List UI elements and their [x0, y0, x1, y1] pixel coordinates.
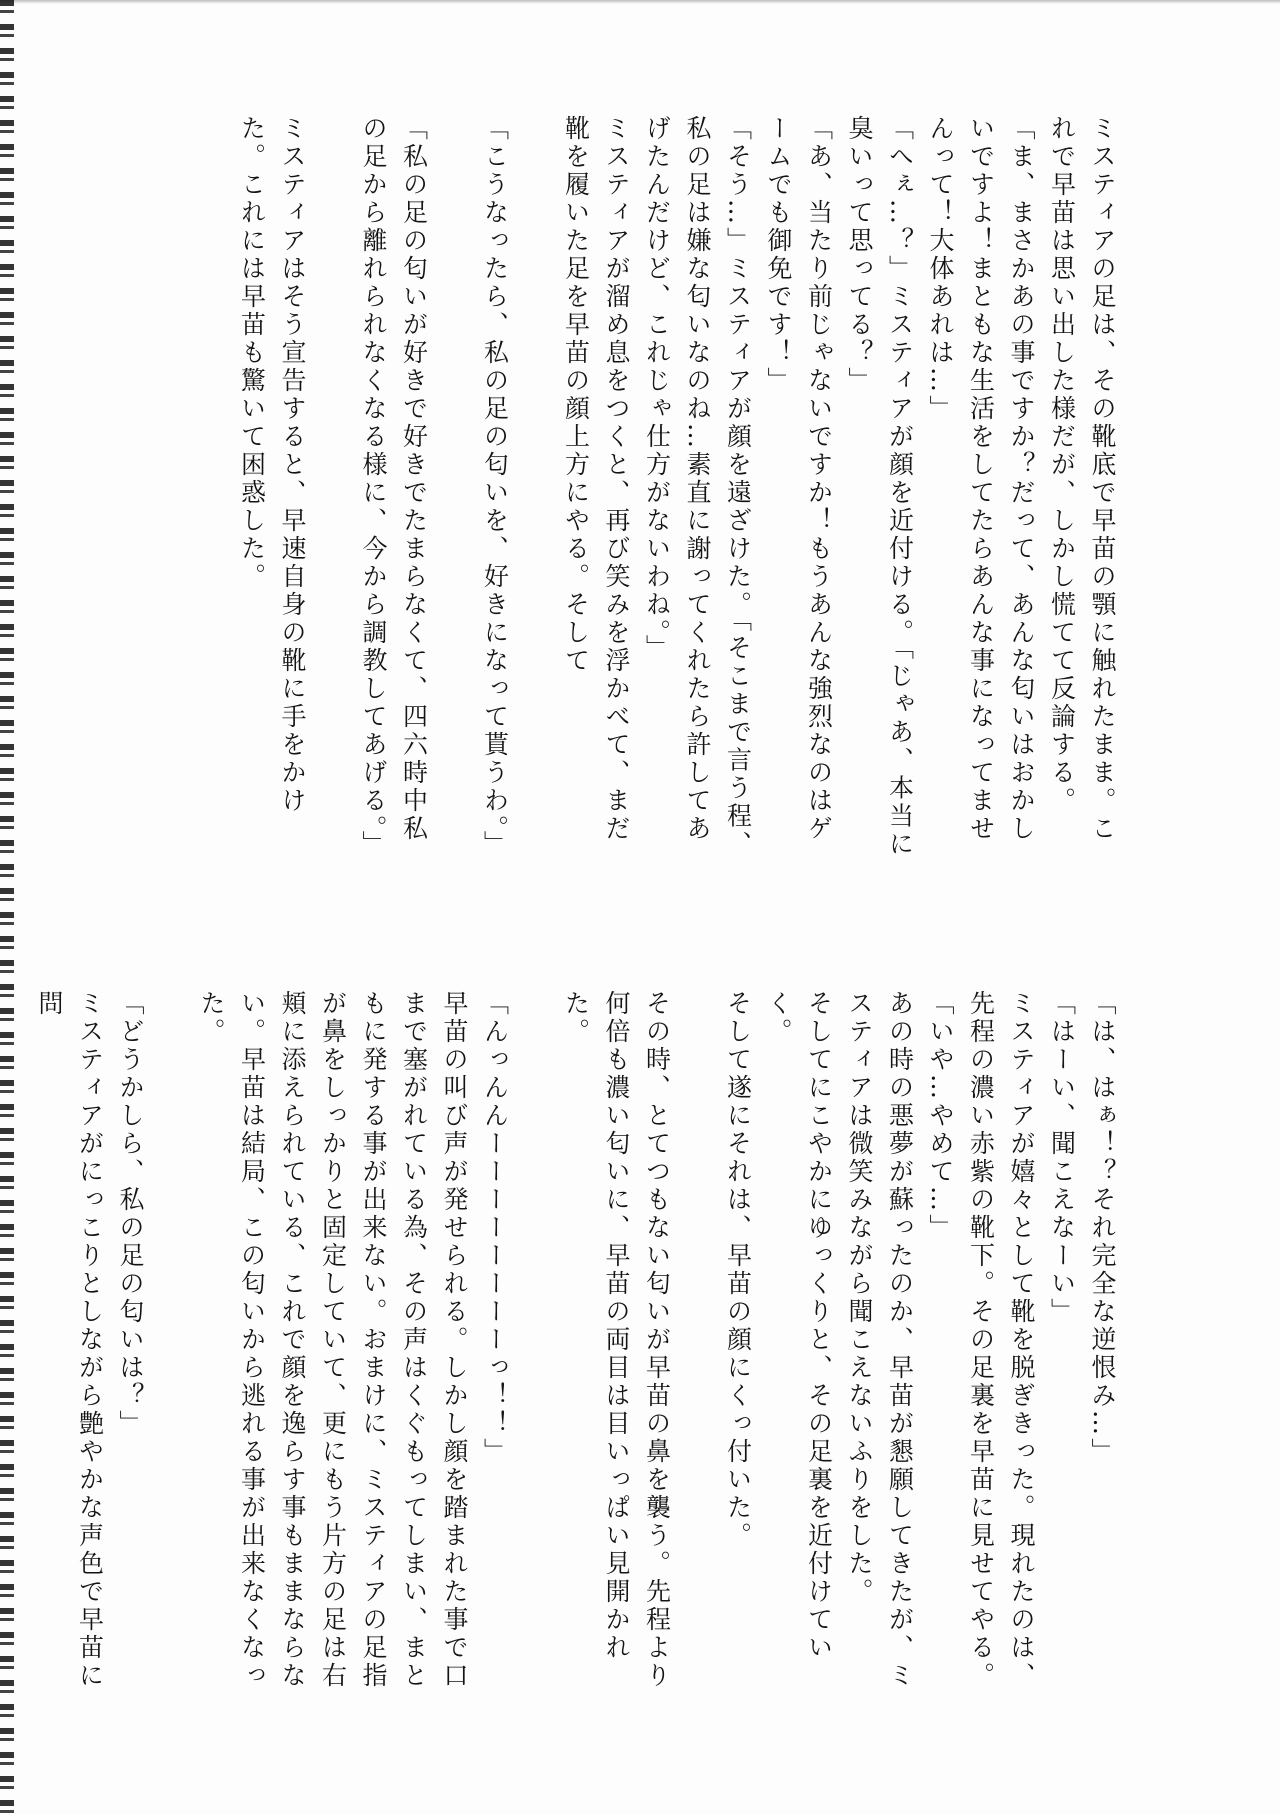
blank-line — [434, 115, 475, 860]
paragraph: 「ま、まさかあの事ですか？だって、あんな匂いはおかしいですよ！まともな生活をしてたらあんな事になってませんって！大体あれは…」 — [926, 115, 1036, 843]
blank-line — [150, 990, 191, 1715]
paragraph: ミスティアがにっこりとしながら艶やかな声色で早苗に問 — [35, 990, 105, 1690]
binding-edge — [0, 0, 14, 1814]
paragraph: その時、とてつもない匂いが早苗の鼻を襲う。先程より何倍も濃い匂いに、早苗の両目は目いっぱい見開かれた。 — [561, 990, 672, 1690]
blank-line — [515, 990, 556, 1715]
paragraph: 「どうかしら、私の足の匂いは？」 — [116, 990, 145, 1438]
paragraph: ミスティアはそう宣告すると、早速自身の靴に手をかけた。これには早苗も驚いて困惑した。 — [237, 115, 307, 815]
blank-line — [312, 115, 353, 860]
blank-line — [515, 115, 556, 860]
paragraph: 早苗の叫び声が発せられる。しかし顔を踏まれた事で口まで塞がれている為、その声はくぐもってしまい、まともに発する事が出来ない。おまけに、ミスティアの足指が鼻をしっかりと固定していて、更にもう片方の足は右頬に添えられている、これで顔を逸らす事もままならない。早苗は結局、この匂いから逃れる事が出来なくなった。 — [197, 990, 469, 1690]
paragraph: 「あ、当たり前じゃないですか！もうあんな強烈なのはゲームでも御免です！」 — [764, 115, 834, 843]
upper-text-block — [122, 115, 1122, 860]
paragraph: 「こうなったら、私の足の匂いを、好きになって貰うわ。」 — [480, 115, 510, 859]
paragraph: ミスティアが溜め息をつくと、再び笑みを浮かべて、まだ靴を履いた足を早苗の顔上方にやる。そして — [561, 115, 631, 843]
paragraph: そして遂にそれは、早苗の顔にくっ付いた。 — [723, 990, 753, 1550]
paragraph: 「んっんんーーーーーーーーっ！！」 — [480, 990, 510, 1466]
paragraph: 「いや…やめて…」 — [926, 990, 955, 1242]
scan-top-edge — [0, 0, 1280, 4]
paragraph: 「は、はぁ！？それ完全な逆恨み…」 — [1088, 990, 1117, 1466]
paragraph: ミスティアが嬉々として靴を脱ぎきった。現れたのは、先程の濃い赤紫の靴下。その足裏を早苗に見せてやる。 — [966, 990, 1036, 1690]
paragraph: ミスティアの足は、その靴底で早苗の顎に触れたまま。これで早苗は思い出した様だが、しかし慌てて反論する。 — [1047, 115, 1117, 843]
paragraph: 「はーい、聞こえなーい」 — [1047, 990, 1077, 1326]
paragraph: 「私の足の匂いが好きで好きでたまらなくて、四六時中私の足から離れられなくなる様に、今から調教してあげる。」 — [359, 115, 429, 859]
lower-text-block — [35, 990, 1122, 1715]
paragraph: あの時の悪夢が蘇ったのか、早苗が懇願してきたが、ミスティアは微笑みながら聞こえないふりをした。 — [845, 990, 915, 1690]
paragraph: 「へぇ…？」ミスティアが顔を近付ける。「じゃあ、本当に臭いって思ってる？」 — [845, 115, 915, 859]
blank-line — [677, 990, 718, 1715]
paragraph: そしてにこやかにゆっくりと、その足裏を近付けていく。 — [764, 990, 834, 1662]
paragraph: 「そう…」ミスティアが顔を遠ざけた。「そこまで言う程、私の足は嫌な匂いなのね…素直に謝ってくれたら許してあげたんだけど、これじゃ仕方がないわね。」 — [642, 115, 753, 859]
